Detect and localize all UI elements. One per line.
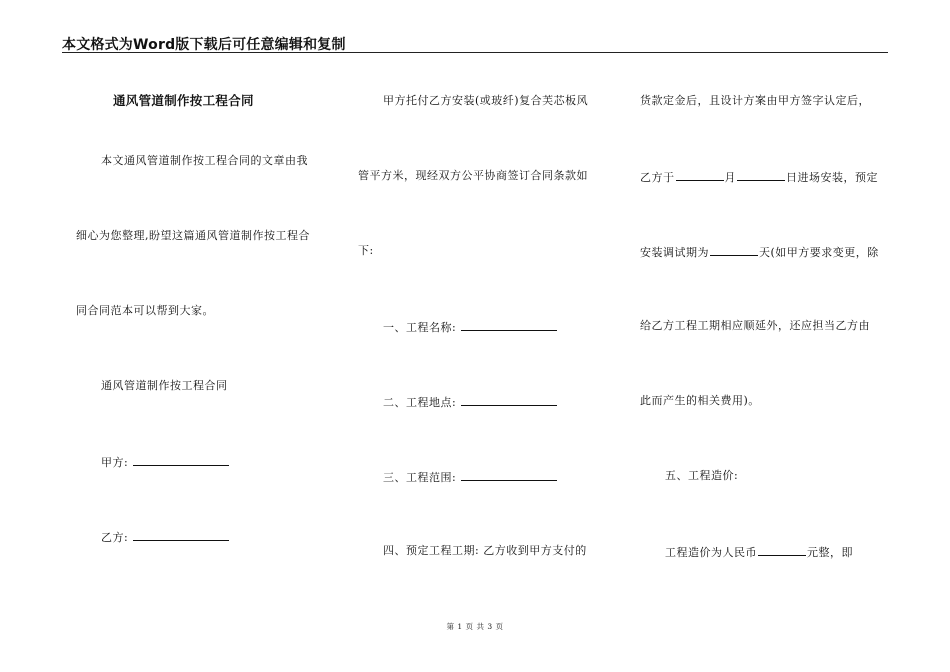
intro-line-1: 本文通风管道制作按工程合同的文章由我 bbox=[101, 154, 308, 167]
c2-line-3: 下: bbox=[358, 244, 374, 257]
project-scope-blank bbox=[461, 469, 557, 481]
price-blank bbox=[758, 544, 806, 556]
intro-line-2: 细心为您整理,盼望这篇通风管道制作按工程合 bbox=[76, 229, 310, 242]
column-1 bbox=[0, 0, 340, 672]
item-2-row bbox=[383, 394, 558, 410]
item-1-row bbox=[383, 319, 558, 335]
item-5-label: 五、工程造价: bbox=[665, 469, 739, 482]
c2-line-1: 甲方托付乙方安装(或玻纤)复合芙芯板风 bbox=[383, 94, 589, 107]
party-a-blank bbox=[133, 454, 229, 466]
page-footer: 第 1 页 共 3 页 bbox=[446, 622, 504, 631]
c3-line-2 bbox=[640, 169, 878, 185]
column-2 bbox=[340, 0, 630, 672]
party-a-label: 甲方: bbox=[101, 456, 129, 469]
c3-line-5: 此而产生的相关费用)。 bbox=[640, 394, 760, 407]
item-2-label: 二、工程地点: bbox=[383, 396, 457, 409]
document-title: 通风管道制作按工程合同 bbox=[113, 93, 254, 108]
c3-line-6 bbox=[665, 544, 853, 560]
contract-name: 通风管道制作按工程合同 bbox=[101, 379, 228, 392]
day-blank bbox=[737, 169, 785, 181]
party-b-label: 乙方: bbox=[101, 531, 129, 544]
party-a-row bbox=[101, 454, 230, 470]
item-3-row bbox=[383, 469, 558, 485]
item-1-label: 一、工程名称: bbox=[383, 321, 457, 334]
c3-line-1: 货款定金后，且设计方案由甲方签字认定后， bbox=[640, 94, 870, 107]
c3-line-3-part2: 天(如甲方要求变更，除 bbox=[759, 246, 879, 259]
month-blank bbox=[676, 169, 724, 181]
intro-line-3: 同合同范本可以帮到大家。 bbox=[76, 304, 214, 317]
c3-line-2-part2: 月 bbox=[724, 171, 736, 184]
c3-line-3 bbox=[640, 244, 879, 260]
c2-line-2: 管平方米，现经双方公平协商签订合同条款如 bbox=[358, 169, 588, 182]
days-blank bbox=[710, 244, 758, 256]
project-location-blank bbox=[461, 394, 557, 406]
c3-line-2-part1: 乙方于 bbox=[640, 171, 675, 184]
c3-line-3-part1: 安装调试期为 bbox=[640, 246, 709, 259]
c3-line-6-part2: 元整，即 bbox=[807, 546, 853, 559]
c3-line-4: 给乙方工程工期相应顺延外，还应担当乙方由 bbox=[640, 319, 870, 332]
item-3-label: 三、工程范围: bbox=[383, 471, 457, 484]
project-name-blank bbox=[461, 319, 557, 331]
column-3 bbox=[630, 0, 950, 672]
party-b-blank bbox=[133, 529, 229, 541]
header-text: 本文格式为Word版下载后可任意编辑和复制 bbox=[62, 37, 346, 53]
party-b-row bbox=[101, 529, 230, 545]
item-4-line: 四、预定工程工期: 乙方收到甲方支付的 bbox=[383, 544, 587, 557]
c3-line-6-part1: 工程造价为人民币 bbox=[665, 546, 757, 559]
c3-line-2-part3: 日进场安装，预定 bbox=[786, 171, 878, 184]
